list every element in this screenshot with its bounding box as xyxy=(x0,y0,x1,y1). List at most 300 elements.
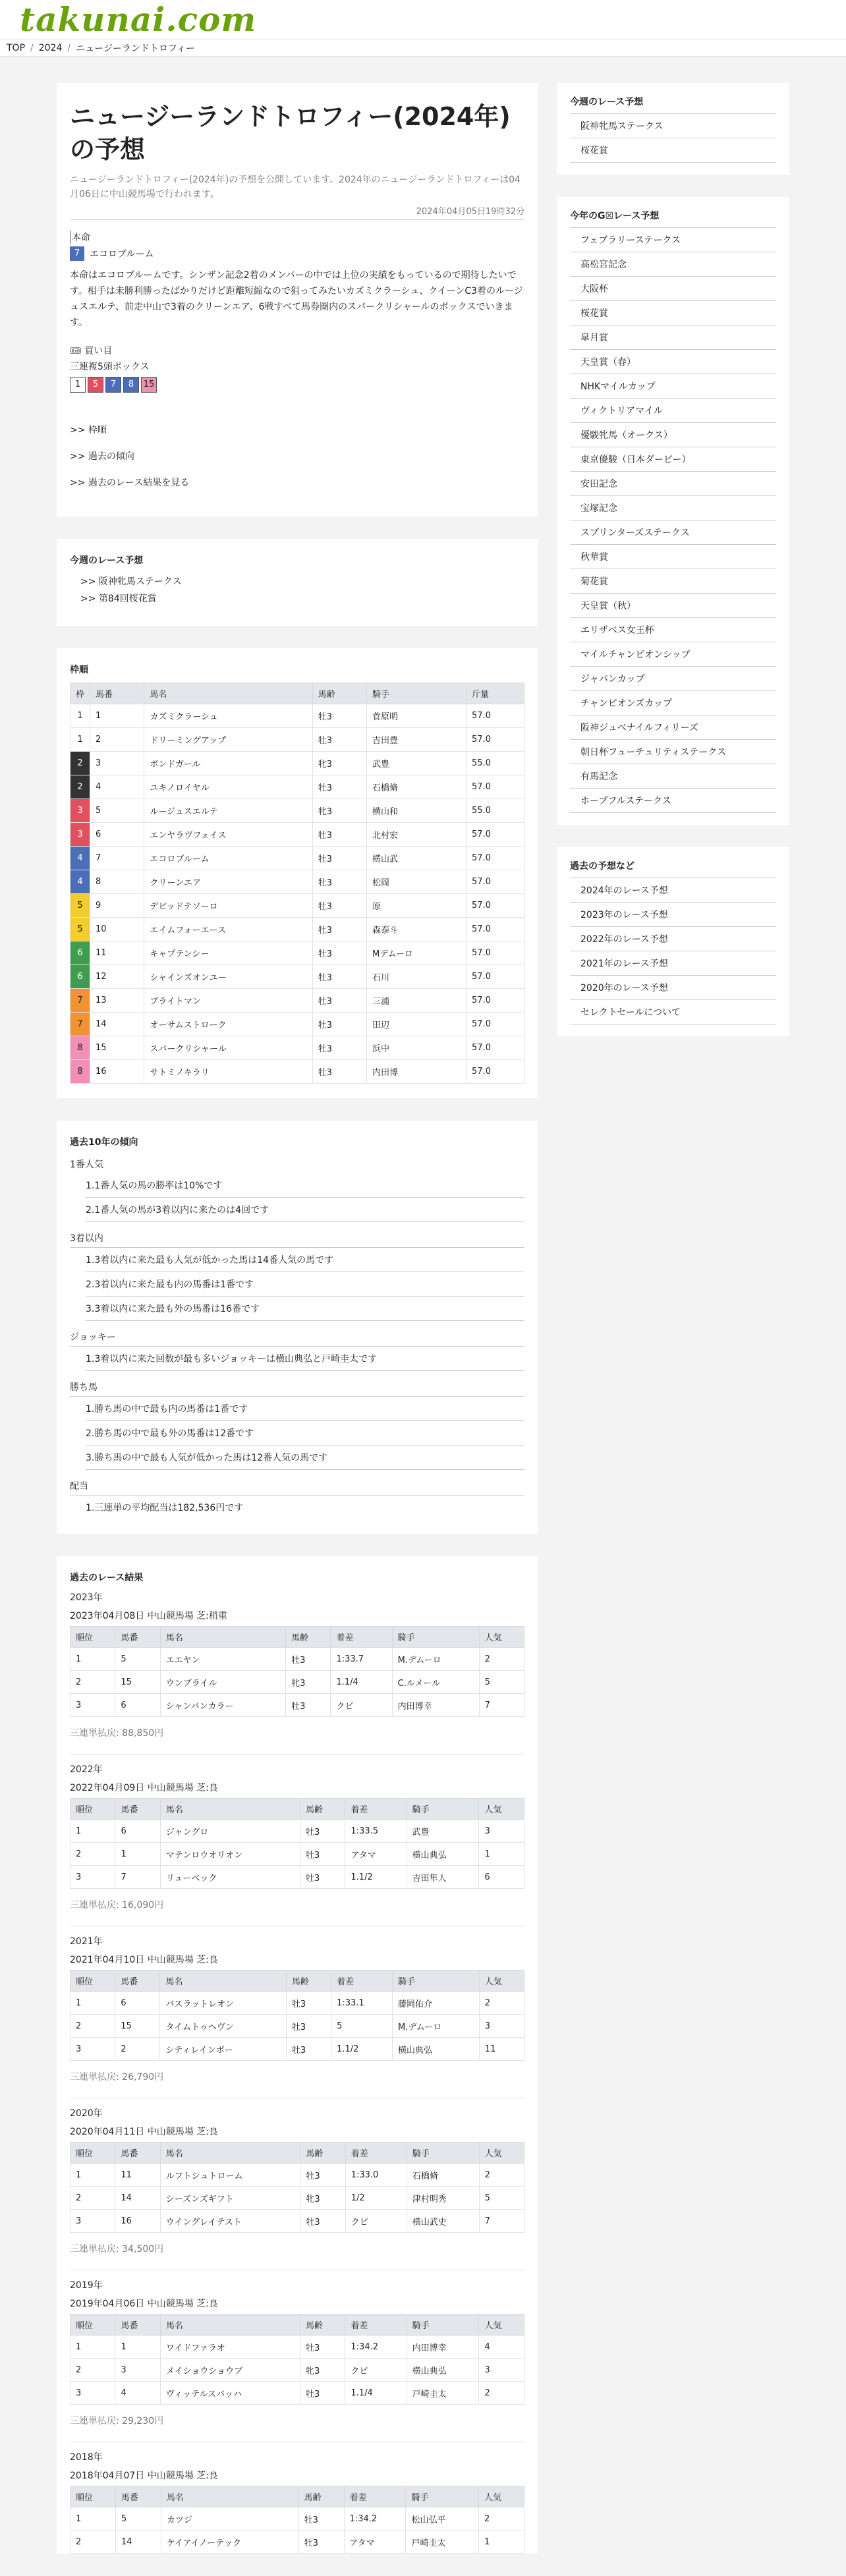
waku-header: 騎手 xyxy=(367,683,466,704)
sidebar-link[interactable]: 2021年のレース予想 xyxy=(570,951,776,976)
table-row xyxy=(70,1866,524,1889)
horse-name-cell: オーサムストローク xyxy=(144,1013,312,1036)
result-header: 着差 xyxy=(331,1627,392,1648)
prediction-text: 本命はエコロブルームです。シンザン記念2着のメンバーの中では上位の実績をもっているので期待したいです。相手は未勝利勝ったばかりだけど距離短縮なので狙ってみたいカズミクラーシュ、クイーンC3着のルージュスエルテ、前走中山で3着のクリーンエア、6戦すべて馬券圏内のスパークリシャールのボックスでいきます。 xyxy=(70,270,523,328)
honmei-label: 本命 xyxy=(70,231,90,244)
result-cell: タイムトゥヘヴン xyxy=(160,2015,286,2038)
age-cell: 牡3 xyxy=(312,847,366,870)
weight-cell: 57.0 xyxy=(466,728,524,752)
result-header-row xyxy=(70,2486,524,2507)
race-info: 2023年04月08日 中山競馬場 芝:稍重 xyxy=(70,1611,227,1621)
result-cell: 1 xyxy=(115,1843,160,1866)
weight-cell: 57.0 xyxy=(466,918,524,941)
age-cell: 牡3 xyxy=(312,775,366,799)
horse-name-cell: エイムフォーエース xyxy=(144,918,312,941)
trend-item: 1.三連単の平均配当は182,536円です xyxy=(86,1503,244,1513)
waku-table xyxy=(70,683,524,1084)
age-cell: 牡3 xyxy=(312,941,366,965)
breadcrumb-separator: / xyxy=(67,42,71,53)
result-cell: アタマ xyxy=(345,1843,407,1866)
result-cell: アタマ xyxy=(344,2531,406,2554)
age-cell: 牡3 xyxy=(312,894,366,918)
waku-header: 馬齢 xyxy=(312,683,366,704)
side-this-week-title: 今週のレース予想 xyxy=(570,95,776,114)
sidebar-link[interactable]: マイルチャンピオンシップ xyxy=(570,642,776,667)
result-cell: 15 xyxy=(115,2015,160,2038)
waku-cell: 6 xyxy=(70,965,90,989)
result-table xyxy=(70,2486,524,2554)
result-cell: 1:33.7 xyxy=(331,1648,392,1671)
result-cell: 3 xyxy=(70,1694,115,1717)
result-table xyxy=(70,1970,524,2061)
side-this-week xyxy=(557,83,789,175)
jockey-cell: 田辺 xyxy=(367,1013,466,1036)
result-cell: 1:33.5 xyxy=(345,1820,407,1843)
waku-card xyxy=(57,648,538,1098)
breadcrumb-separator: / xyxy=(30,42,34,53)
result-cell: 2 xyxy=(479,1648,524,1671)
result-cell: 牡3 xyxy=(300,2336,345,2359)
breadcrumb-year[interactable]: 2024 xyxy=(38,42,63,53)
result-cell: 武豊 xyxy=(407,1820,479,1843)
results-title: 過去のレース結果 xyxy=(70,1573,144,1583)
result-cell: 戸崎圭太 xyxy=(406,2531,479,2554)
result-header: 馬名 xyxy=(160,1799,300,1820)
this-week-title: 今週のレース予想 xyxy=(70,555,144,566)
sidebar-link[interactable]: エリザベス女王杯 xyxy=(570,618,776,642)
result-header: 騎手 xyxy=(406,2486,479,2507)
table-row xyxy=(70,1671,524,1694)
result-cell: 2 xyxy=(479,2507,524,2531)
sidebar-link[interactable]: 阪神ジュベナイルフィリーズ xyxy=(570,715,776,740)
trend-item: 2.1番人気の馬が3着以内に来たのは4回です xyxy=(86,1198,524,1222)
table-row xyxy=(70,941,524,965)
result-cell: カツジ xyxy=(161,2507,298,2531)
result-cell: 2 xyxy=(70,2015,115,2038)
result-header: 馬番 xyxy=(115,2314,160,2336)
table-row xyxy=(70,2336,524,2359)
result-cell: 3 xyxy=(479,2359,524,2382)
result-cell: 3 xyxy=(70,1866,115,1889)
horse-number-cell: 7 xyxy=(90,847,144,870)
result-cell: 7 xyxy=(479,1694,524,1717)
result-cell: 石橋脩 xyxy=(407,2164,479,2187)
table-row xyxy=(70,989,524,1013)
sidebar-link[interactable]: 安田記念 xyxy=(570,472,776,496)
result-cell: マテンロウオリオン xyxy=(160,1843,300,1866)
horse-number-cell: 4 xyxy=(90,775,144,799)
waku-cell: 1 xyxy=(70,728,90,752)
trend-list xyxy=(70,1397,524,1470)
weight-cell: 57.0 xyxy=(466,989,524,1013)
sidebar-link[interactable]: チャンピオンズカップ xyxy=(570,691,776,715)
sidebar-link[interactable]: スプリンターズステークス xyxy=(570,520,776,545)
this-week-link[interactable]: >> 阪神牝馬ステークス xyxy=(80,576,182,587)
result-cell: 6 xyxy=(115,1820,160,1843)
main-column xyxy=(57,83,538,2576)
result-table xyxy=(70,1798,524,1889)
result-cell: 1 xyxy=(479,1843,524,1866)
result-year: 2018年 xyxy=(70,2452,103,2463)
jockey-cell: 武豊 xyxy=(367,752,466,775)
result-header: 馬齢 xyxy=(300,1799,345,1820)
sidebar-link[interactable]: 優駿牝馬（オークス） xyxy=(570,423,776,447)
result-cell: 5 xyxy=(115,1648,160,1671)
result-header: 馬名 xyxy=(161,2486,298,2507)
breadcrumb-top[interactable]: TOP xyxy=(7,42,26,53)
result-cell: ウンブライル xyxy=(160,1671,285,1694)
table-row xyxy=(70,870,524,894)
results-link[interactable]: >> 過去のレース結果を見る xyxy=(70,478,190,488)
result-cell: 14 xyxy=(115,2187,160,2210)
sidebar-link[interactable]: 2020年のレース予想 xyxy=(570,976,776,1000)
weight-cell: 57.0 xyxy=(466,941,524,965)
result-header: 人気 xyxy=(479,2314,524,2336)
horse-name-cell: キャプテンシー xyxy=(144,941,312,965)
result-cell: 3 xyxy=(70,2210,115,2233)
table-row xyxy=(70,1843,524,1866)
waku-cell: 3 xyxy=(70,823,90,847)
result-header: 人気 xyxy=(479,1627,524,1648)
result-table xyxy=(70,2142,524,2233)
weight-cell: 57.0 xyxy=(466,965,524,989)
waku-cell: 8 xyxy=(70,1060,90,1084)
horse-number-cell: 15 xyxy=(90,1036,144,1060)
result-cell: 牡3 xyxy=(300,1820,345,1843)
result-cell: 1 xyxy=(70,2507,116,2531)
result-cell: 1.1/2 xyxy=(331,2038,393,2061)
result-cell: 横山典弘 xyxy=(407,2359,479,2382)
horse-name-cell: エンヤラヴフェイス xyxy=(144,823,312,847)
result-year: 2023年 xyxy=(70,1592,103,1603)
result-cell: M.デムーロ xyxy=(393,2015,480,2038)
result-header: 順位 xyxy=(70,2486,116,2507)
sidebar-link[interactable]: 天皇賞（春） xyxy=(570,350,776,374)
race-info: 2021年04月10日 中山競馬場 芝:良 xyxy=(70,1955,218,1965)
sidebar-link[interactable]: 2024年のレース予想 xyxy=(570,878,776,903)
waku-cell: 2 xyxy=(70,752,90,775)
result-cell: 横山武史 xyxy=(407,2210,479,2233)
sidebar-link[interactable]: NHKマイルカップ xyxy=(570,374,776,399)
result-header-row xyxy=(70,1627,524,1648)
table-row xyxy=(70,704,524,728)
jockey-cell: 横山和 xyxy=(367,799,466,823)
breadcrumb xyxy=(0,40,846,57)
result-cell: ジャングロ xyxy=(160,1820,300,1843)
result-header: 騎手 xyxy=(407,2142,479,2164)
result-cell: 吉田隼人 xyxy=(407,1866,479,1889)
trend-heading: ジョッキー xyxy=(70,1330,524,1347)
result-cell: 1 xyxy=(115,2336,160,2359)
age-cell: 牡3 xyxy=(312,823,366,847)
waku-cell: 4 xyxy=(70,870,90,894)
result-header: 騎手 xyxy=(392,1627,479,1648)
result-header: 順位 xyxy=(70,1971,115,1992)
waku-cell: 1 xyxy=(70,704,90,728)
table-row xyxy=(70,799,524,823)
result-header: 人気 xyxy=(479,2486,524,2507)
sidebar-link[interactable]: 大阪杯 xyxy=(570,277,776,301)
result-cell: 1 xyxy=(70,1820,115,1843)
result-cell: 津村明秀 xyxy=(407,2187,479,2210)
result-cell: 松山弘平 xyxy=(406,2507,479,2531)
result-header-row xyxy=(70,1799,524,1820)
table-row xyxy=(70,2359,524,2382)
sidebar-link[interactable]: 東京優駿（日本ダービー） xyxy=(570,447,776,472)
result-cell: 3 xyxy=(479,2015,524,2038)
result-cell: ヴィッテルスバッハ xyxy=(160,2382,300,2405)
result-cell: 牡3 xyxy=(298,2531,344,2554)
result-cell: 牡3 xyxy=(286,1992,331,2015)
waku-cell: 6 xyxy=(70,941,90,965)
kaime-number: 15 xyxy=(141,377,157,393)
sidebar-link[interactable]: 朝日杯フューチュリティステークス xyxy=(570,740,776,764)
result-cell: 内田博幸 xyxy=(392,1694,479,1717)
trends-link[interactable]: >> 過去の傾向 xyxy=(70,451,134,462)
table-row xyxy=(70,775,524,799)
result-table xyxy=(70,2314,524,2405)
payout: 三連単払戻: 88,850円 xyxy=(70,1726,524,1754)
waku-cell: 8 xyxy=(70,1036,90,1060)
result-year: 2021年 xyxy=(70,1936,103,1947)
result-cell: リューベック xyxy=(160,1866,300,1889)
race-info: 2018年04月07日 中山競馬場 芝:良 xyxy=(70,2471,218,2481)
sidebar-link[interactable]: セレクトセールについて xyxy=(570,1000,776,1024)
sidebar-link[interactable]: 阪神牝馬ステークス xyxy=(570,114,776,138)
result-cell: 5 xyxy=(331,2015,393,2038)
result-cell: 2 xyxy=(70,2187,115,2210)
result-cell: 2 xyxy=(479,2164,524,2187)
table-row xyxy=(70,752,524,775)
result-cell: 牡3 xyxy=(286,2038,331,2061)
horse-number-cell: 1 xyxy=(90,704,144,728)
age-cell: 牡3 xyxy=(312,1060,366,1084)
trend-item: 3.勝ち馬の中で最も人気が低かった馬は12番人気の馬です xyxy=(86,1445,524,1470)
trends-card xyxy=(57,1121,538,1534)
site-logo[interactable]: takunai.com xyxy=(20,0,257,39)
horse-number-cell: 12 xyxy=(90,965,144,989)
waku-link[interactable]: >> 枠順 xyxy=(70,425,107,435)
sidebar-link[interactable]: 有馬記念 xyxy=(570,764,776,789)
age-cell: 牡3 xyxy=(312,728,366,752)
sidebar-link[interactable]: ジャパンカップ xyxy=(570,667,776,691)
result-header: 人気 xyxy=(479,1971,524,1992)
table-row xyxy=(70,2210,524,2233)
page-lead: ニュージーランドトロフィー(2024年)の予想を公開しています。2024年のニュージーランドトロフィーは04月06日に中山競馬場で行われます。 xyxy=(70,175,521,200)
result-header: 着差 xyxy=(345,2314,407,2336)
this-week-link[interactable]: >> 第84回桜花賞 xyxy=(80,594,157,604)
horse-number-cell: 2 xyxy=(90,728,144,752)
sidebar-link[interactable]: 2022年のレース予想 xyxy=(570,927,776,951)
result-cell: 1 xyxy=(479,2531,524,2554)
horse-name-cell: カズミクラーシュ xyxy=(144,704,312,728)
sidebar-link[interactable]: 宝塚記念 xyxy=(570,496,776,520)
result-header: 馬名 xyxy=(160,1971,286,1992)
sidebar-link[interactable]: 秋華賞 xyxy=(570,545,776,569)
result-cell: クビ xyxy=(331,1694,392,1717)
result-header-row xyxy=(70,2314,524,2336)
result-header: 馬齢 xyxy=(286,1627,331,1648)
result-cell: 3 xyxy=(115,2359,160,2382)
trend-list xyxy=(70,1347,524,1371)
result-cell: 3 xyxy=(70,2382,115,2405)
result-cell: ケイアイノーテック xyxy=(161,2531,298,2554)
result-cell: 2 xyxy=(115,2038,160,2061)
weight-cell: 57.0 xyxy=(466,775,524,799)
side-past xyxy=(557,847,789,1036)
sidebar-link[interactable]: フェブラリーステークス xyxy=(570,228,776,252)
honmei-number: 7 xyxy=(70,246,84,261)
table-row xyxy=(70,823,524,847)
sidebar-link[interactable]: ホープフルステークス xyxy=(570,789,776,813)
sidebar-link[interactable]: 皐月賞 xyxy=(570,325,776,350)
trend-item: 1.3着以内に来た最も人気が低かった馬は14番人気の馬です xyxy=(86,1248,524,1272)
result-cell: 6 xyxy=(115,1694,160,1717)
result-cell: 2 xyxy=(479,1992,524,2015)
result-header: 着差 xyxy=(345,1799,407,1820)
jockey-cell: 吉田豊 xyxy=(367,728,466,752)
result-header: 騎手 xyxy=(407,2314,479,2336)
result-cell: 1:33.0 xyxy=(345,2164,407,2187)
result-cell: 14 xyxy=(115,2531,161,2554)
result-header: 騎手 xyxy=(407,1799,479,1820)
table-row xyxy=(70,728,524,752)
breadcrumb-current: ニュージーランドトロフィー xyxy=(76,43,195,54)
result-header: 馬齢 xyxy=(298,2486,344,2507)
horse-name-cell: クリーンエア xyxy=(144,870,312,894)
waku-cell: 5 xyxy=(70,894,90,918)
age-cell: 牡3 xyxy=(312,918,366,941)
ticket-icon: 🎟 xyxy=(70,346,85,356)
result-cell: 牡3 xyxy=(298,2507,344,2531)
result-cell: 6 xyxy=(479,1866,524,1889)
sidebar-link[interactable]: 桜花賞 xyxy=(570,301,776,325)
result-cell: 牡3 xyxy=(300,1843,345,1866)
result-cell: 3 xyxy=(479,1820,524,1843)
site-header xyxy=(0,0,846,40)
trend-list xyxy=(70,1496,524,1519)
jockey-cell: 横山武 xyxy=(367,847,466,870)
result-cell: シーズンズギフト xyxy=(160,2187,300,2210)
result-cell: 11 xyxy=(115,2164,160,2187)
weight-cell: 57.0 xyxy=(466,1060,524,1084)
payout: 三連単払戻: 16,090円 xyxy=(70,1898,524,1926)
table-row xyxy=(70,847,524,870)
trend-heading: 勝ち馬 xyxy=(70,1380,524,1397)
weight-cell: 57.0 xyxy=(466,823,524,847)
sidebar-link[interactable]: 菊花賞 xyxy=(570,569,776,594)
result-table xyxy=(70,1626,524,1717)
result-cell: 1/2 xyxy=(345,2187,407,2210)
result-cell: 牝3 xyxy=(286,1671,331,1694)
sidebar xyxy=(557,83,789,1059)
trend-item: 1.勝ち馬の中で最も内の馬番は1番です xyxy=(86,1397,524,1421)
result-cell: 横山典弘 xyxy=(393,2038,480,2061)
result-header: 馬名 xyxy=(160,2142,300,2164)
table-row xyxy=(70,894,524,918)
result-header: 人気 xyxy=(479,2142,524,2164)
result-header-row xyxy=(70,1971,524,1992)
sidebar-link[interactable]: 桜花賞 xyxy=(570,138,776,163)
age-cell: 牡3 xyxy=(312,704,366,728)
result-cell: 1.1/4 xyxy=(331,1671,392,1694)
horse-number-cell: 8 xyxy=(90,870,144,894)
result-header: 馬番 xyxy=(115,1627,160,1648)
result-cell: 牡3 xyxy=(286,2015,331,2038)
result-cell: 1 xyxy=(70,2164,115,2187)
table-row xyxy=(70,2015,524,2038)
result-header: 馬名 xyxy=(160,1627,285,1648)
result-header: 馬齢 xyxy=(286,1971,331,1992)
table-row xyxy=(70,1992,524,2015)
table-row xyxy=(70,2382,524,2405)
side-g1-title: 今年のG☒レース予想 xyxy=(570,209,776,228)
trends-title: 過去10年の傾向 xyxy=(70,1137,138,1148)
weight-cell: 57.0 xyxy=(466,870,524,894)
sidebar-link[interactable]: 天皇賞（秋） xyxy=(570,594,776,618)
publish-date: 2024年04月05日19時32分 xyxy=(70,204,524,220)
table-row xyxy=(70,1820,524,1843)
jockey-cell: 森泰斗 xyxy=(367,918,466,941)
table-row xyxy=(70,1694,524,1717)
kaime-number: 8 xyxy=(123,377,139,393)
sidebar-link[interactable]: 2023年のレース予想 xyxy=(570,903,776,927)
result-year: 2019年 xyxy=(70,2280,103,2291)
page-title: ニュージーランドトロフィー(2024年)の予想 xyxy=(70,102,511,164)
horse-number-cell: 16 xyxy=(90,1060,144,1084)
trend-heading: 3着以内 xyxy=(70,1231,524,1248)
result-cell: 2 xyxy=(70,1671,115,1694)
sidebar-link[interactable]: 高松宮記念 xyxy=(570,252,776,277)
jockey-cell: 石川 xyxy=(367,965,466,989)
trend-item: 1.3着以内に来た回数が最も多いジョッキーは横山典弘と戸崎圭太です xyxy=(86,1347,524,1371)
result-cell: バスラットレオン xyxy=(160,1992,286,2015)
waku-cell: 3 xyxy=(70,799,90,823)
side-past-title: 過去の予想など xyxy=(570,859,776,878)
kaime-number: 5 xyxy=(88,377,103,393)
result-cell: C.ルメール xyxy=(392,1671,479,1694)
kaime-heading xyxy=(70,344,524,357)
result-cell: 牡3 xyxy=(300,1866,345,1889)
trend-item: 2.3着以内に来た最も内の馬番は1番です xyxy=(86,1272,524,1297)
waku-header: 斤量 xyxy=(466,683,524,704)
waku-cell: 2 xyxy=(70,775,90,799)
result-cell: 牡3 xyxy=(286,1648,331,1671)
race-info: 2020年04月11日 中山競馬場 芝:良 xyxy=(70,2127,218,2137)
result-cell: 2 xyxy=(479,2382,524,2405)
weight-cell: 55.0 xyxy=(466,799,524,823)
waku-header: 馬名 xyxy=(144,683,312,704)
horse-name-cell: シャインズオンユー xyxy=(144,965,312,989)
result-header: 着差 xyxy=(344,2486,406,2507)
horse-number-cell: 9 xyxy=(90,894,144,918)
result-cell: 2 xyxy=(70,2531,116,2554)
sidebar-link[interactable]: ヴィクトリアマイル xyxy=(570,399,776,423)
result-header: 人気 xyxy=(479,1799,524,1820)
result-cell: 11 xyxy=(479,2038,524,2061)
horse-name-cell: デビッドテソーロ xyxy=(144,894,312,918)
trend-list xyxy=(70,1248,524,1321)
result-header: 順位 xyxy=(70,2142,115,2164)
age-cell: 牝3 xyxy=(312,799,366,823)
race-info: 2022年04月09日 中山競馬場 芝:良 xyxy=(70,1783,218,1793)
result-cell: 1.1/2 xyxy=(345,1866,407,1889)
payout: 三連単払戻: 26,790円 xyxy=(70,2070,524,2098)
result-cell: 藤岡佑介 xyxy=(393,1992,480,2015)
trend-item: 1.1番人気の馬の勝率は10%です xyxy=(86,1173,524,1198)
kaime-number: 7 xyxy=(105,377,121,393)
horse-name-cell: サトミノキラリ xyxy=(144,1060,312,1084)
